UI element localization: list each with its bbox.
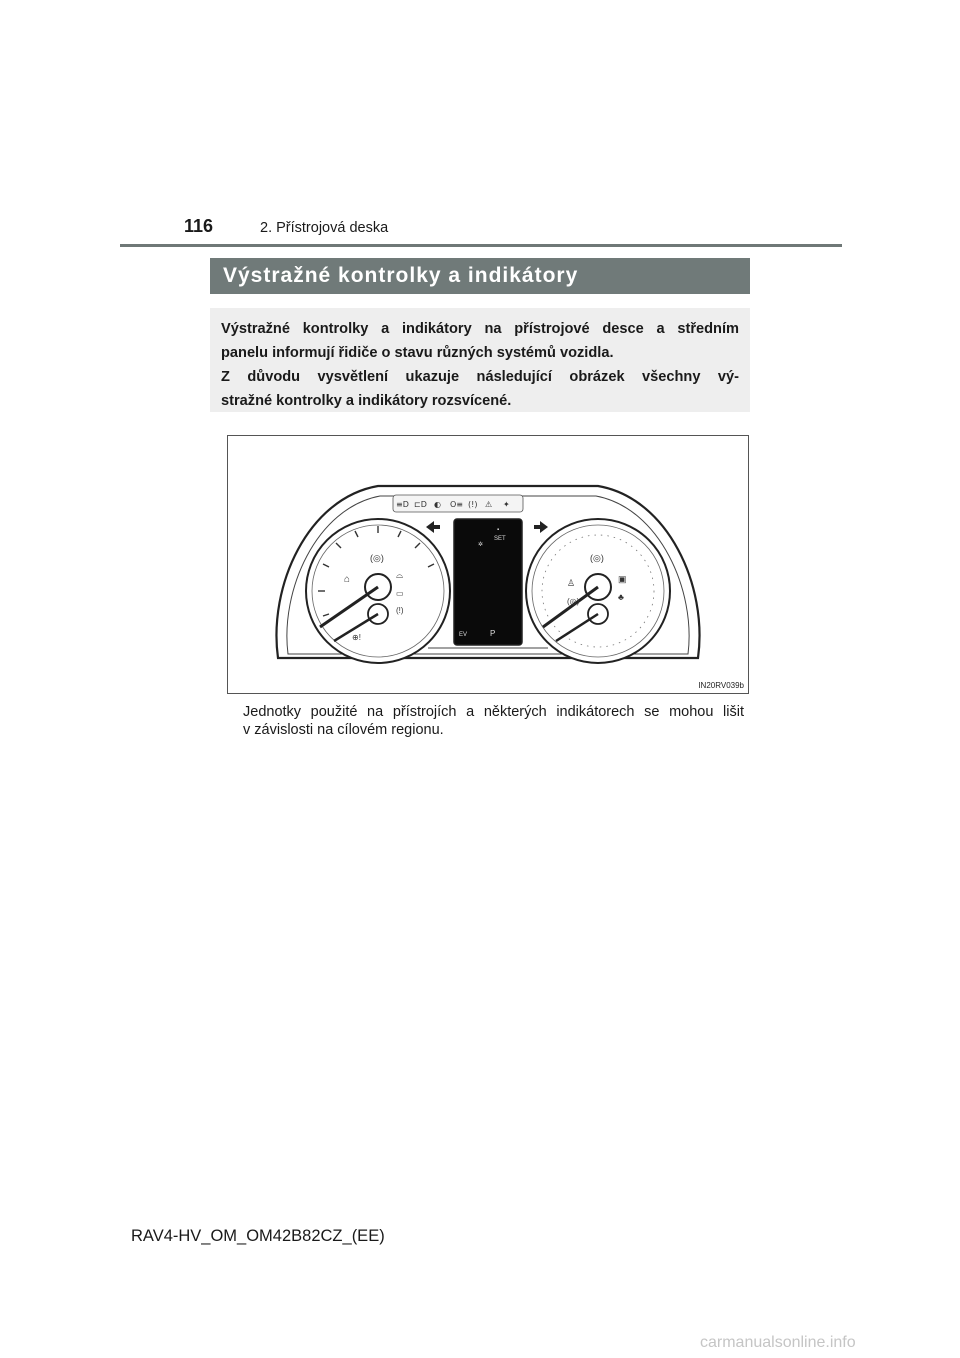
intro-line-1: Výstražné kontrolky a indikátory na přístrojové desce a středním — [221, 321, 739, 337]
display-ev-label: EV — [459, 632, 468, 638]
caption-line-2: v závislosti na cílovém regionu. — [243, 722, 444, 738]
instrument-cluster-illustration — [228, 436, 748, 693]
footer-document-id: RAV4-HV_OM_OM42B82CZ_(EE) — [131, 1227, 385, 1245]
tpms-icon: (!) — [468, 500, 478, 509]
figure-caption — [243, 703, 744, 739]
caption-line-1: Jednotky použité na přístrojích a některých indikátorech se mohou lišit — [243, 704, 744, 720]
instrument-cluster-figure — [227, 435, 749, 694]
watermark: carmanualsonline.info — [700, 1334, 856, 1351]
headlight-icon: ◐ — [434, 500, 441, 509]
intro-box — [210, 308, 750, 412]
turn-left-icon — [426, 521, 440, 533]
display-indicator-icon: ✲ — [478, 542, 484, 548]
high-beam-icon: ≡D — [396, 500, 409, 509]
left-gauge — [306, 519, 450, 663]
figure-code: IN20RV039b — [698, 681, 744, 690]
display-mode-label: SET — [494, 536, 506, 542]
section-heading-text: Výstražné kontrolky a indikátory — [223, 264, 579, 287]
section-heading — [210, 258, 750, 294]
page-number: 116 — [184, 216, 214, 236]
right-gauge — [526, 519, 670, 663]
intro-line-2: panelu informují řidiče o stavu různých systémů vozidla. — [221, 345, 614, 361]
display-icon: ▪ — [497, 527, 500, 533]
warning-triangle-icon: ⚠ — [485, 500, 493, 509]
fuel-icon: ▣ — [618, 574, 627, 584]
oil-icon: ⌓ — [396, 570, 404, 580]
multi-information-display — [454, 519, 522, 645]
power-icon: ⊕! — [352, 633, 361, 642]
display-gear-label: P — [490, 629, 496, 638]
rear-fog-icon: O≡ — [450, 500, 463, 509]
seatbelt-icon: ♙ — [567, 578, 576, 588]
turn-right-icon — [534, 521, 548, 533]
airbag-icon: ✦ — [503, 500, 510, 509]
battery-icon: ▭ — [396, 589, 404, 598]
service-icon: (!) — [396, 606, 404, 615]
parking-brake-icon: (◎) — [590, 553, 604, 563]
abs-icon: (◎) — [567, 597, 580, 606]
fog-icon: ⊏D — [414, 500, 427, 509]
section-title: 2. Přístrojová deska — [260, 220, 389, 236]
check-engine-icon: ⌂ — [344, 574, 351, 585]
header-rule — [120, 244, 842, 247]
brake-icon: (◎) — [370, 553, 384, 563]
intro-line-3: Z důvodu vysvětlení ukazuje následující obrázek všechny vý- — [221, 369, 739, 385]
traction-icon: ♣ — [618, 592, 624, 602]
intro-line-4: stražné kontrolky a indikátory rozsvícené. — [221, 393, 512, 409]
